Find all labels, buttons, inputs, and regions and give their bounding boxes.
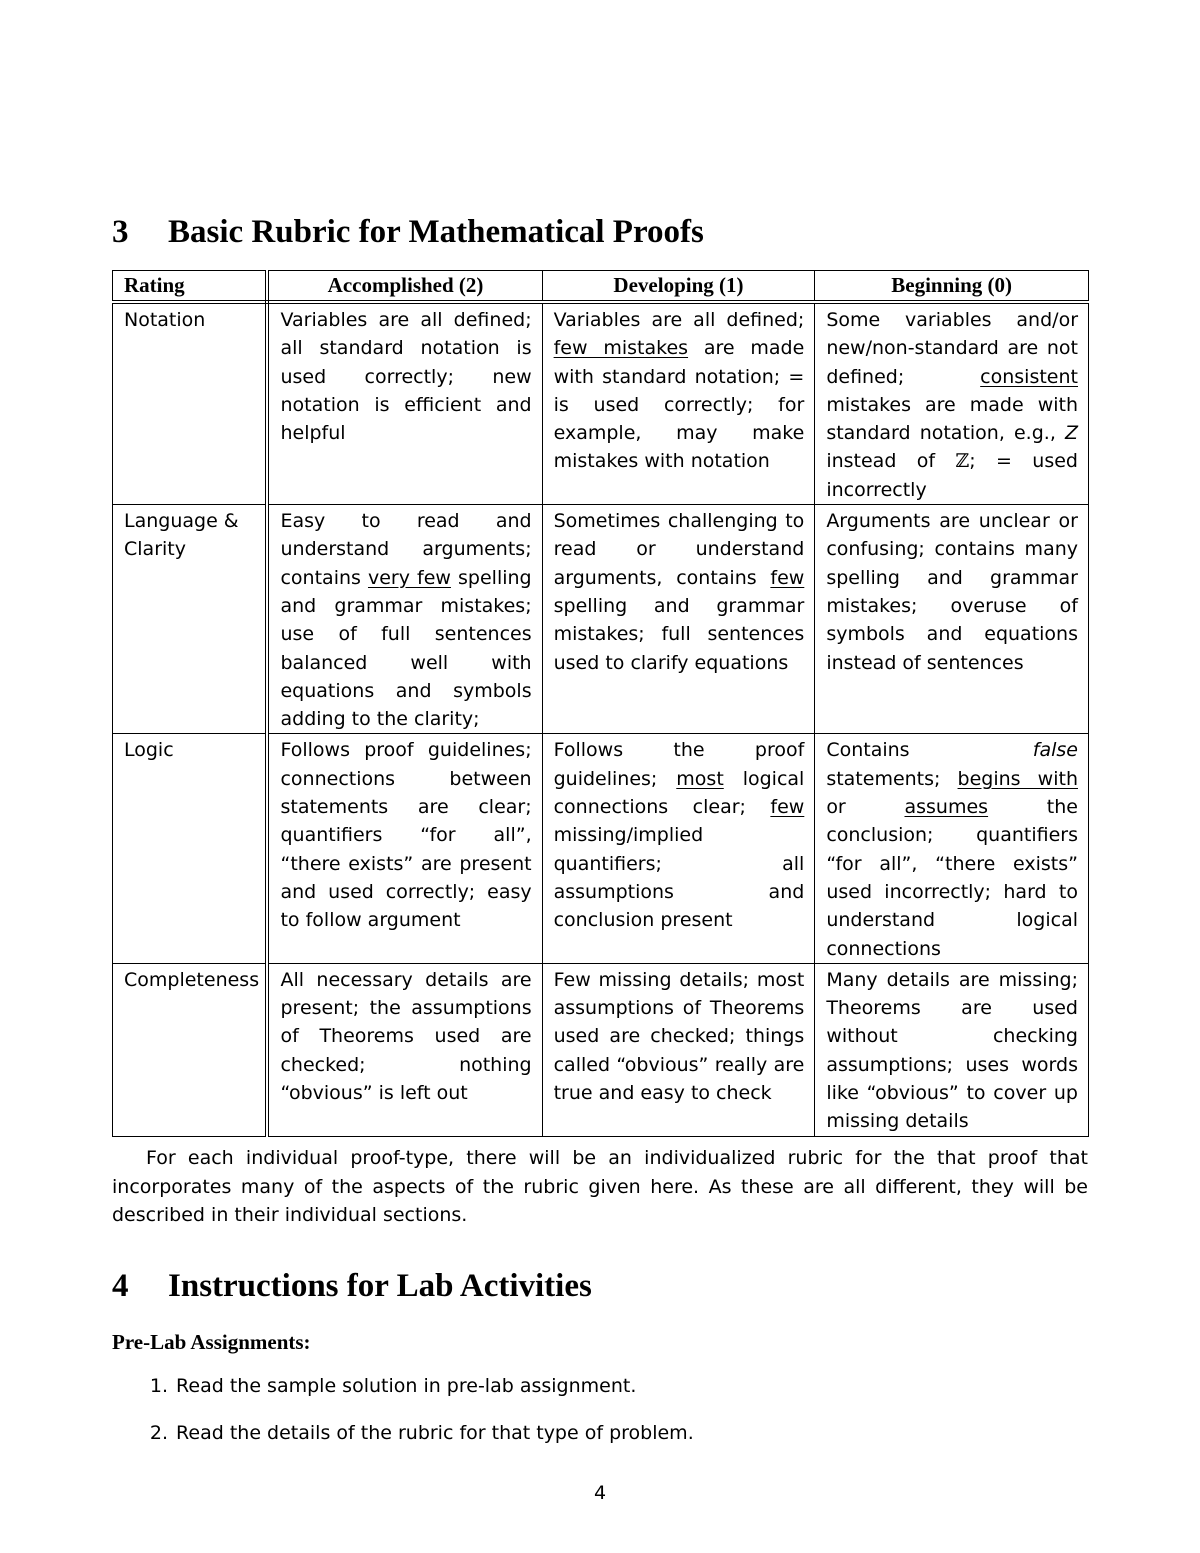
table-row: [113, 734, 1089, 963]
table-header-row: [113, 271, 1089, 303]
developing-cell: Few missing details; most assumptions of Theorems used are checked; things called “obvious” really are true and easy to check: [542, 963, 815, 1136]
list-number: 2.: [149, 1422, 168, 1444]
rubric-table: [112, 270, 1089, 1137]
developing-cell: Variables are all defined; few mistakes are made with standard notation; = is used correctly; for example, may make mistakes with notation: [542, 302, 815, 505]
prelab-heading: Pre-Lab Assignments:: [112, 1330, 311, 1354]
list-text: Read the sample solution in pre-lab assignment.: [176, 1375, 637, 1397]
integers-symbol: ℤ: [955, 450, 970, 473]
underlined-text: most: [676, 767, 724, 790]
rating-cell: Notation: [113, 302, 268, 505]
section-4-heading: [112, 1268, 592, 1305]
accomplished-cell: Variables are all defined; all standard notation is used correctly; new notation is efficient and helpful: [267, 302, 542, 505]
beginning-cell: Contains false statements; begins with or assumes the conclusion; quantifiers “for all”, “there exists” used incorrectly; hard to understand logical connections: [815, 734, 1089, 963]
table-row: [113, 302, 1089, 505]
beginning-cell: Many details are missing; Theorems are used without checking assumptions; uses words like “obvious” to cover up missing details: [815, 963, 1089, 1136]
header-beginning: Beginning (0): [815, 271, 1089, 303]
list-number: 1.: [149, 1375, 168, 1397]
header-rating: Rating: [113, 271, 268, 303]
header-accomplished: Accomplished (2): [267, 271, 542, 303]
rating-cell: Language & Clarity: [113, 505, 268, 734]
rating-cell: Logic: [113, 734, 268, 963]
table-row: [113, 963, 1089, 1136]
rating-cell: Completeness: [113, 963, 268, 1136]
page-number: 4: [593, 1482, 607, 1504]
underlined-text: few: [770, 796, 805, 819]
math-symbol: Z: [1064, 422, 1078, 445]
list-item: [112, 1375, 1088, 1397]
italic-text: false: [1032, 739, 1078, 762]
developing-cell: Follows the proof guidelines; most logical connections clear; few missing/implied quantifiers; all assumptions and conclusion present: [542, 734, 815, 963]
accomplished-cell: Follows proof guidelines; connections between statements are clear; quantifiers “for all”, “there exists” are present and used correctly; easy to follow argument: [267, 734, 542, 963]
underlined-text: few: [770, 566, 805, 589]
developing-cell: Sometimes challenging to read or understand arguments, contains few spelling and grammar mistakes; full sentences used to clarify equations: [542, 505, 815, 734]
accomplished-cell: All necessary details are present; the assumptions of Theorems used are checked; nothing “obvious” is left out: [267, 963, 542, 1136]
section-title: Instructions for Lab Activities: [168, 1268, 592, 1304]
accomplished-cell: Easy to read and understand arguments; contains very few spelling and grammar mistakes; use of full sentences balanced well with equations and symbols adding to the clarity;: [267, 505, 542, 734]
underlined-text: very few: [367, 566, 451, 589]
underlined-text: begins with: [957, 767, 1078, 790]
beginning-cell: Some variables and/or new/non-standard are not defined; consistent mistakes are made with standard notation, e.g., Z instead of ℤ; = used incorrectly: [815, 302, 1089, 505]
section-number: 3: [112, 214, 129, 250]
beginning-cell: Arguments are unclear or confusing; contains many spelling and grammar mistakes; overuse of symbols and equations instead of sentences: [815, 505, 1089, 734]
underlined-text: assumes: [904, 796, 989, 819]
table-row: [113, 505, 1089, 734]
list-text: Read the details of the rubric for that type of problem.: [176, 1422, 694, 1444]
section-title: Basic Rubric for Mathematical Proofs: [168, 214, 704, 250]
header-developing: Developing (1): [542, 271, 815, 303]
underlined-text: consistent: [980, 365, 1078, 388]
body-paragraph: For each individual proof-type, there will be an individualized rubric for the that proof that incorporates many of the aspects of the rubric given here. As these are all different, they will be described in their individual sections.: [112, 1147, 1088, 1227]
section-3-heading: [112, 214, 704, 251]
list-item: [112, 1422, 1088, 1444]
section-number: 4: [112, 1268, 129, 1304]
underlined-text: few mistakes: [553, 337, 689, 360]
